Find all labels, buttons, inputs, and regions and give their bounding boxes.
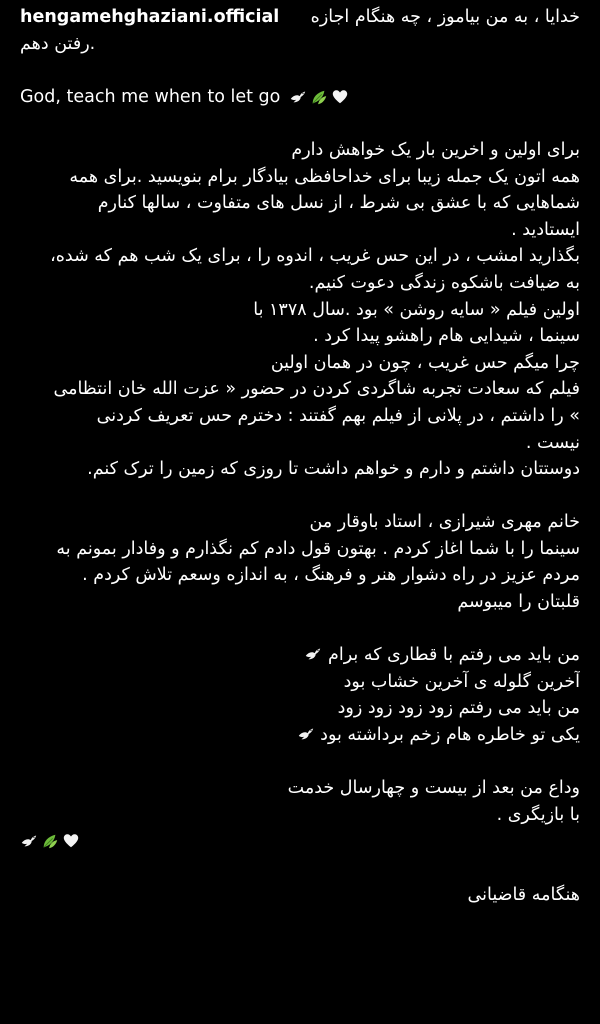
caption-tribute <box>20 509 580 615</box>
spacer <box>20 616 580 643</box>
emoji-group <box>289 88 349 106</box>
caption-line: سینما ، شیدایی هام راهشو پیدا کرد . <box>313 326 580 347</box>
caption-farewell <box>20 775 580 828</box>
caption-line: شماهایی که با عشق بی شرط ، از نسل های متفاوت ، سالها کنارم <box>97 193 580 214</box>
caption-line: نیست . <box>525 432 580 453</box>
emoji-group <box>20 832 80 850</box>
spacer <box>20 749 580 776</box>
post-caption <box>20 4 580 908</box>
caption-line: مردم عزیز در راه دشوار هنر و فرهنگ ، به اندازه وسعم تلاش کردم . <box>82 565 580 586</box>
caption-line: فیلم که سعادت تجربه شاگردی کردن در حضور « عزت الله خان انتظامی <box>53 379 580 400</box>
dove-emoji-icon <box>289 88 307 106</box>
caption-line: چرا میگم حس غریب ، چون در همان اولین <box>270 352 580 373</box>
english-caption-line <box>20 84 580 111</box>
caption-header-text: خدایا ، به من بیاموز ، چه هنگام اجازه <box>310 7 580 27</box>
leaves-emoji-icon <box>41 832 59 850</box>
leaves-emoji-icon <box>310 88 328 106</box>
caption-line: اولین فیلم « سایه روشن » بود .سال ۱۳۷۸ با <box>253 299 580 320</box>
username-link[interactable]: hengamehghaziani.official <box>20 7 280 27</box>
english-caption-text: God, teach me when to let go <box>20 86 281 107</box>
caption-line: قلبتان را میبوسم <box>457 592 580 613</box>
emoji-line <box>20 828 580 855</box>
caption-line: بگذارید امشب ، در این حس غریب ، اندوه را ، برای یک شب هم که شده، <box>50 246 580 267</box>
caption-line: با بازیگری . <box>496 804 580 825</box>
caption-line: همه اتون یک جمله زیبا برای خداحافظی بیادگار برام بنویسید .برای همه <box>69 166 580 187</box>
spacer <box>20 110 580 137</box>
white-heart-emoji-icon <box>331 88 349 106</box>
spacer <box>20 57 580 84</box>
spacer <box>20 483 580 510</box>
caption-line: » را داشتم ، در پلانی از فیلم بهم گفتند : دخترم حس تعریف کردنی <box>96 405 580 426</box>
caption-poem-text: یکی تو خاطره هام زخم برداشته بود <box>320 725 580 746</box>
caption-line: سینما را با شما اغاز کردم . بهتون قول دادم کم نگذارم و وفادار بمونم به <box>56 538 580 559</box>
spacer <box>20 855 580 882</box>
caption-line: برای اولین و اخرین بار یک خواهش دارم <box>291 139 580 160</box>
caption-body <box>20 137 580 483</box>
caption-line: خانم مهری شیرازی ، استاد باوقار من <box>309 512 580 533</box>
caption-header-line2: رفتن دهم. <box>20 33 96 54</box>
dove-emoji-icon <box>20 832 38 850</box>
caption-line: ایستادید . <box>511 219 580 240</box>
dove-emoji-icon <box>304 645 322 663</box>
caption-header <box>20 4 580 31</box>
caption-poem <box>20 642 580 748</box>
caption-poem-line <box>20 642 580 669</box>
caption-poem-text: من باید می رفتم با قطاری که برام <box>328 645 580 666</box>
caption-line: دوستتان داشتم و دارم و خواهم داشت تا روزی که زمین را ترک کنم. <box>87 459 580 480</box>
dove-emoji-icon <box>297 725 315 743</box>
caption-line: وداع من بعد از بیست و چهارسال خدمت <box>287 778 580 799</box>
caption-poem-line <box>20 722 580 749</box>
signature: هنگامه قاضیانی <box>467 884 580 905</box>
caption-poem-line: آخرین گلوله ی آخرین خشاب بود <box>343 671 580 692</box>
caption-line: به ضیافت باشکوه زندگی دعوت کنیم. <box>308 272 580 293</box>
white-heart-emoji-icon <box>62 832 80 850</box>
caption-poem-line: من باید می رفتم زود زود زود زود <box>337 698 580 719</box>
